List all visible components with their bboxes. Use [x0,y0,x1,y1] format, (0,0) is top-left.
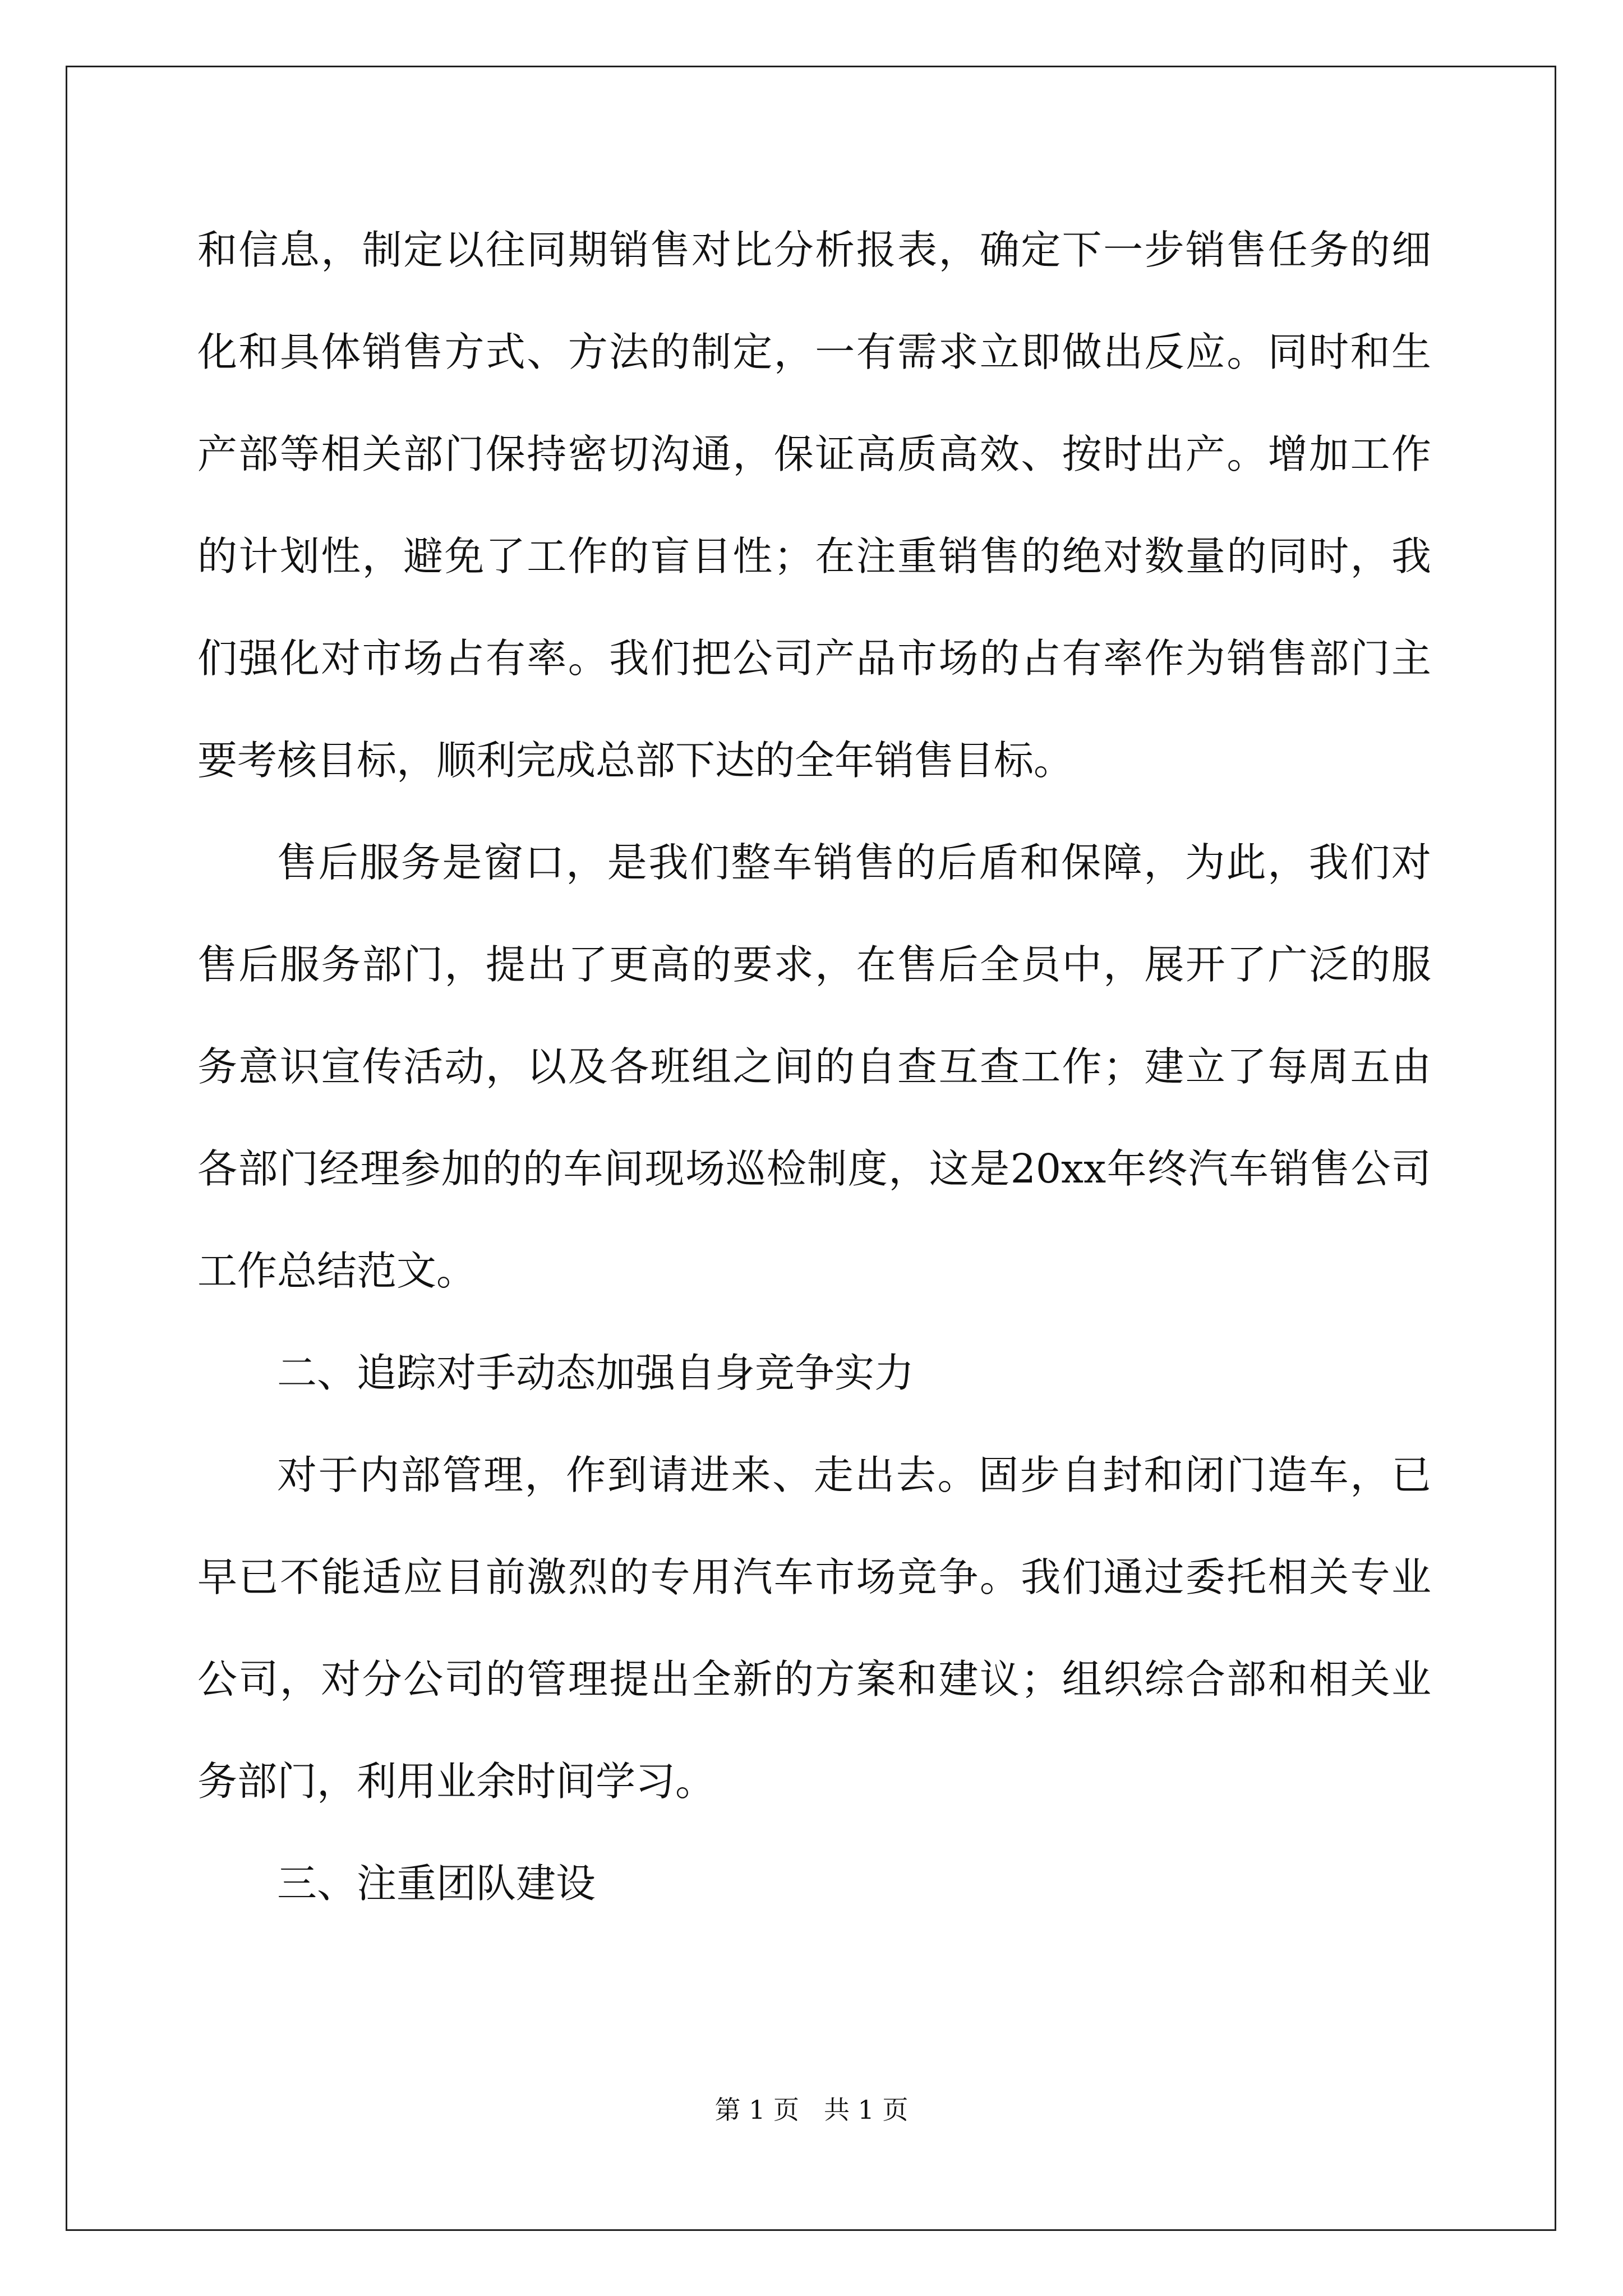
page-footer [0,2090,1623,2127]
section-heading-competition: 二、追踪对手动态加强自身竞争实力 [277,1350,915,1396]
paragraph-after-sales-service: 售后服务是窗口，是我们整车销售的后盾和保障，为此，我们对售后服务部门，提出了更高的要求，在售后全员中，展开了广泛的服务意识宣传活动，以及各班组之间的自查互查工作；建立了每周五由各部门经理参加的的车间现场巡检制度，这是20xx年终汽车销售公司工作总结范文。 [197,839,1431,1294]
page-number: 第 1 页 [714,2095,800,2125]
document-body [197,199,1431,1935]
total-pages: 共 1 页 [823,2095,909,2125]
paragraph-internal-management: 对于内部管理，作到请进来、走出去。固步自封和闭门造车，已早已不能适应目前激烈的专用汽车市场竞争。我们通过委托相关专业公司，对分公司的管理提出全新的方案和建议；组织综合部和相关业务部门，利用业余时间学习。 [197,1452,1431,1805]
paragraph-sales-planning: 和信息，制定以往同期销售对比分析报表，确定下一步销售任务的细化和具体销售方式、方法的制定，一有需求立即做出反应。同时和生产部等相关部门保持密切沟通，保证高质高效、按时出产。增加工作的计划性，避免了工作的盲目性；在注重销售的绝对数量的同时，我们强化对市场占有率。我们把公司产品市场的占有率作为销售部门主要考核目标，顺利完成总部下达的全年销售目标。 [197,227,1431,784]
section-heading-team-building: 三、注重团队建设 [277,1860,596,1907]
